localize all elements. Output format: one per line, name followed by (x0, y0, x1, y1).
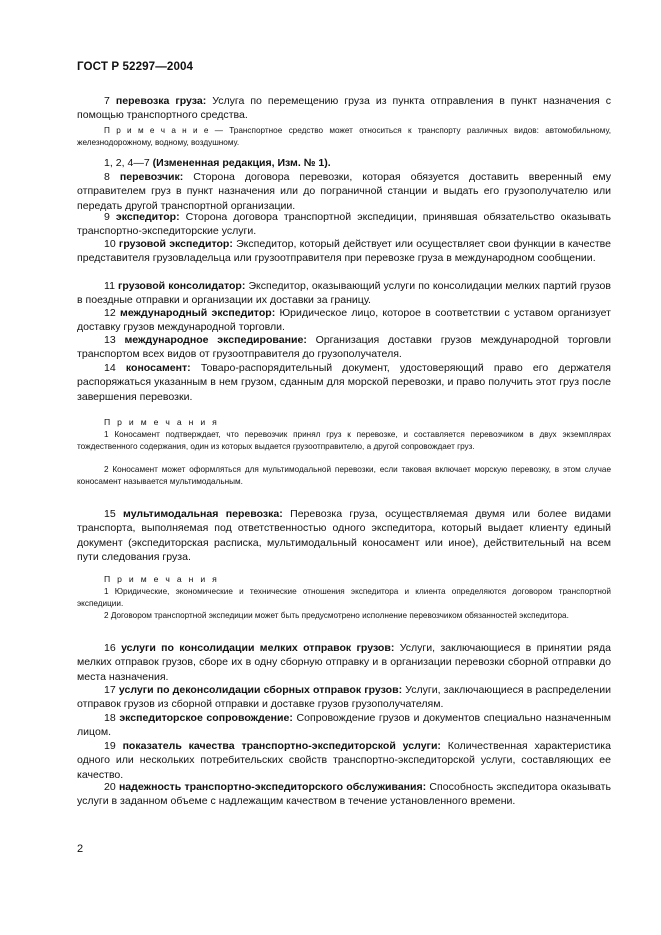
note-15-2: 2 Договором транспортной экспедиции может быть предусмотрено исполнение перевозчиком обязанностей экспедитора. (104, 611, 569, 620)
term-number: 20 (104, 781, 116, 793)
term-number: 9 (104, 211, 110, 223)
term-title: перевозка груза: (115, 95, 207, 107)
term-number: 14 (104, 362, 116, 374)
term-definition: Товаро-распорядительный документ, удостоверяющий право его держателя распоряжаться указанным в нем грузом, сданным для морской перевозки, и право получить этот груз после завершения перевозки. (77, 362, 611, 403)
term-entry-16 (77, 641, 611, 684)
term-title: надежность транспортно-экспедиторского обслуживания: (118, 781, 427, 793)
term-definition: Юридическое лицо, которое в соответствии с уставом организует доставку грузов международной торговли. (77, 307, 611, 334)
note-15-1: 1 Юридические, экономические и технические отношения экспедитора и клиента определяются договором транспортной экспедиции. (77, 587, 611, 608)
notes-heading-15: П р и м е ч а н и я (104, 574, 220, 584)
term-title: экспедитор: (115, 211, 180, 223)
page-number: 2 (77, 843, 84, 855)
amendment-line (77, 156, 611, 170)
notes-heading-14: П р и м е ч а н и я (104, 417, 220, 427)
term-definition: Услуга по перемещению груза из пункта отправления в пункт назначения с помощью транспортного средства. (77, 95, 611, 122)
term-title: мультимодальная перевозка: (123, 508, 283, 520)
note-label: П р и м е ч а н и е (104, 126, 209, 135)
amendment-text: (Измененная редакция, Изм. № 1). (152, 157, 331, 169)
term-title: услуги по деконсолидации сборных отправок грузов: (118, 684, 403, 696)
term-definition: Услуги, заключающиеся в распределении отправок грузов из сборной отправки и доставке грузов грузополучателям. (77, 684, 611, 711)
term-entry-13 (77, 333, 611, 362)
term-entry-8 (77, 170, 611, 213)
term-title: перевозчик: (119, 171, 184, 183)
term-definition: Способность экспедитора оказывать услуги в заданном объеме с надлежащим качеством в течение установленного времени. (77, 781, 611, 808)
term-entry-10 (77, 237, 611, 266)
term-number: 11 (104, 280, 115, 292)
term-entry-9 (77, 210, 611, 239)
term-number: 18 (104, 712, 116, 724)
term-definition: Перевозка груза, осуществляемая двумя или более видами транспорта, выполняемая под ответственностью одного экспедитора, который выдает клиенту единый документ (экспедиторская расписка, мультимодальный коносамент или иное), действительный на всем пути следования груза. (77, 508, 611, 564)
term-title: грузовой консолидатор: (118, 280, 246, 292)
term-definition: Сопровождение грузов и документов специально назначенным лицом. (77, 712, 611, 739)
note-14-2: 2 Коносамент может оформляться для мультимодальной перевозки, если таковая включает морскую перевозку, в этом случае коносамент называется мультимодальным. (77, 465, 611, 486)
term-definition: Сторона договора транспортной экспедиции, принявшая обязательство оказывать транспортно-экспедиторские услуги. (77, 211, 612, 238)
term-number: 17 (104, 684, 116, 696)
amendment-range: 1, 2, 4—7 (104, 157, 150, 169)
term-definition: Количественная характеристика одного или нескольких потребительских свойств транспортно-экспедиторской услуги, составляющих ее качество. (77, 740, 611, 781)
term-definition: Сторона договора перевозки, которая обязуется доставить вверенный ему отправителем груз в пункт назначения или до пограничной станции и выдать его грузополучателю или передать другой транспортной организации. (77, 171, 611, 212)
term-number: 12 (104, 307, 116, 319)
term-entry-20 (77, 780, 611, 809)
term-title: экспедиторское сопровождение: (119, 712, 293, 724)
term-number: 13 (104, 334, 116, 346)
term-entry-11 (77, 279, 611, 308)
term-entry-12 (77, 306, 611, 335)
term-definition: Услуги, заключающиеся в принятии ряда мелких отправок грузов, сборе их в одну сборную отправку и в организации перевозки сборной отправки до места назначения. (77, 642, 611, 683)
term-title: международный экспедитор: (120, 307, 276, 319)
term-definition: Организация доставки грузов международной торговли транспортом всех видов от грузоотправителя до грузополучателя. (77, 334, 611, 361)
term-entry-19 (77, 739, 611, 782)
term-definition: Экспедитор, который действует или осуществляет свои функции в качестве представителя грузовладельца или грузоотправителя при перевозке груза в международном сообщении. (77, 238, 611, 265)
term-title: показатель качества транспортно-экспедиторской услуги: (122, 740, 441, 752)
term-entry-17 (77, 683, 611, 712)
note-14-1: 1 Коносамент подтверждает, что перевозчик принял груз к перевозке, и составляется перевозчиком в двух экземплярах тождественного содержания, один из которых выдается грузоотправителю, а другой сопровождает груз. (77, 430, 611, 451)
term-number: 16 (104, 642, 116, 654)
term-number: 15 (104, 508, 116, 520)
note-text: — Транспортное средство может относиться к транспорту различных видов: автомобильному, железнодорожному, водному, воздушному. (77, 126, 611, 147)
term-title: услуги по консолидации мелких отправок грузов: (121, 642, 395, 654)
term-number: 19 (104, 740, 116, 752)
term-entry-7 (77, 94, 611, 123)
term-definition: Экспедитор, оказывающий услуги по консолидации мелких партий грузов в поездные отправки и организации их доставки за границу. (77, 280, 611, 307)
term-number: 10 (104, 238, 116, 250)
document-header-code: ГОСТ Р 52297—2004 (77, 60, 194, 73)
note-term-7 (77, 125, 611, 148)
term-entry-14 (77, 361, 611, 404)
term-entry-18 (77, 711, 611, 740)
term-entry-15 (77, 507, 611, 565)
term-title: грузовой экспедитор: (118, 238, 233, 250)
term-number: 7 (104, 95, 110, 107)
term-title: коносамент: (125, 362, 191, 374)
term-title: международное экспедирование: (124, 334, 307, 346)
term-number: 8 (104, 171, 110, 183)
